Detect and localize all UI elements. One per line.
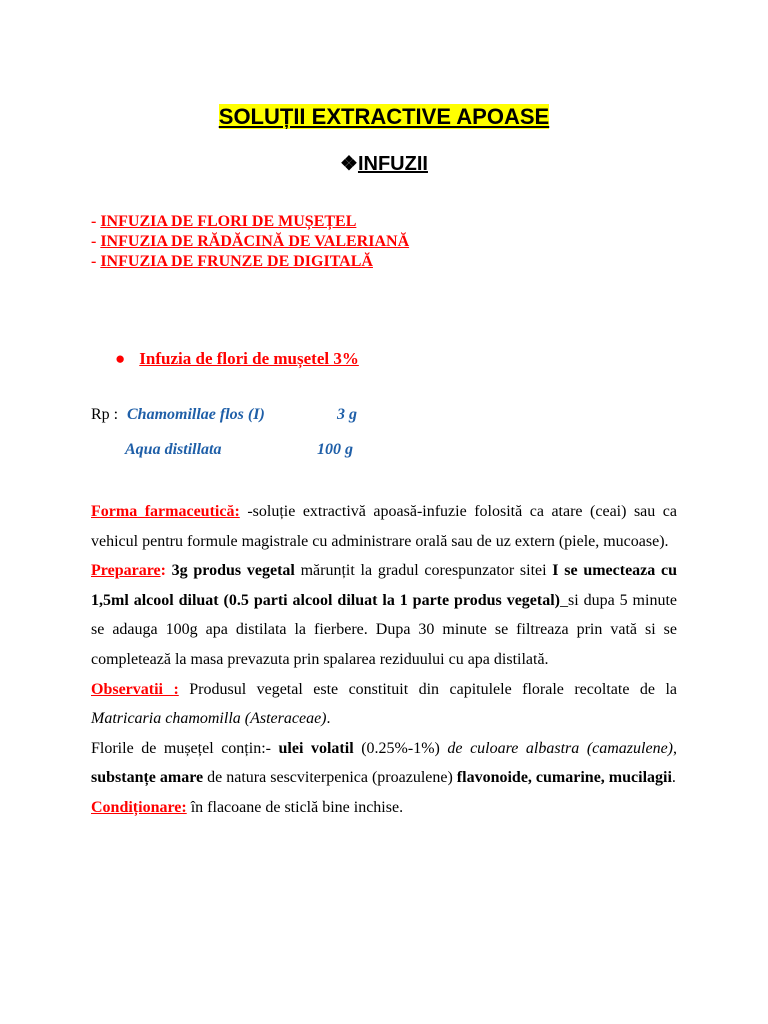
list-item: - INFUZIA DE FLORI DE MUȘEȚEL — [91, 213, 357, 230]
section-title: Infuzia de flori de mușetel 3% — [139, 349, 359, 368]
ingredient-qty: 3 g — [337, 406, 357, 423]
subtitle-text: INFUZII — [357, 153, 428, 175]
observatii-paragraph: Observatii : Produsul vegetal este constituit din capitulele florale recoltate de la Matricaria chamomilla (Asteraceae). — [91, 680, 677, 728]
florile-paragraph: Florile de mușețel conțin:- ulei volatil (0.25%-1%) de culoare albastra (camazulene), substanțe amare de natura sescviterpenica (proazulene) flavonoide, cumarine, mucilagii. — [91, 739, 678, 787]
ingredient-name: Chamomillae flos (I) — [127, 406, 265, 423]
ingredient-name: Aqua distillata — [125, 441, 222, 458]
document-body — [91, 497, 677, 823]
conditionare-paragraph: Condiționare: în flacoane de sticlă bine inchise. — [91, 798, 404, 816]
round-bullet-icon: ● — [115, 349, 126, 368]
forma-label: Forma farmaceutică: — [91, 503, 240, 520]
observatii-label: Observatii — [91, 680, 174, 698]
ingredient-qty: 100 g — [317, 441, 353, 458]
diamond-bullet-icon: ❖ — [340, 153, 358, 175]
section-heading — [115, 349, 359, 369]
infusion-list — [91, 212, 409, 272]
conditionare-label: Condiționare: — [91, 798, 187, 816]
page-title — [0, 104, 768, 130]
preparare-paragraph: Preparare: 3g produs vegetal mărunțit la gradul corespunzator sitei I se umecteaza cu 1,5ml alcool diluat (0.5 parti alcool diluat la 1 parte produs vegetal)_si dupa 5 minute se adauga 100g apa distilata la fierbere. Dupa 30 minute se filtreaza prin vată si se completează la masa prevazuta prin spalarea reziduului cu apa distilată. — [91, 562, 678, 668]
preparare-label: Preparare — [91, 562, 161, 580]
list-item: - INFUZIA DE RĂDĂCINĂ DE VALERIANĂ — [91, 233, 410, 250]
subtitle — [0, 151, 768, 176]
list-item: - INFUZIA DE FRUNZE DE DIGITALĂ — [91, 253, 373, 270]
rp-label: Rp : — [91, 406, 119, 423]
forma-paragraph: Forma farmaceutică: -soluție extractivă apoasă-infuzie folosită ca atare (ceai) sau ca vehicul pentru formule magistrale cu administrare orală sau de uz extern (piele, mucoase). — [91, 503, 678, 550]
page-title-text: SOLUȚII EXTRACTIVE APOASE — [218, 104, 550, 129]
